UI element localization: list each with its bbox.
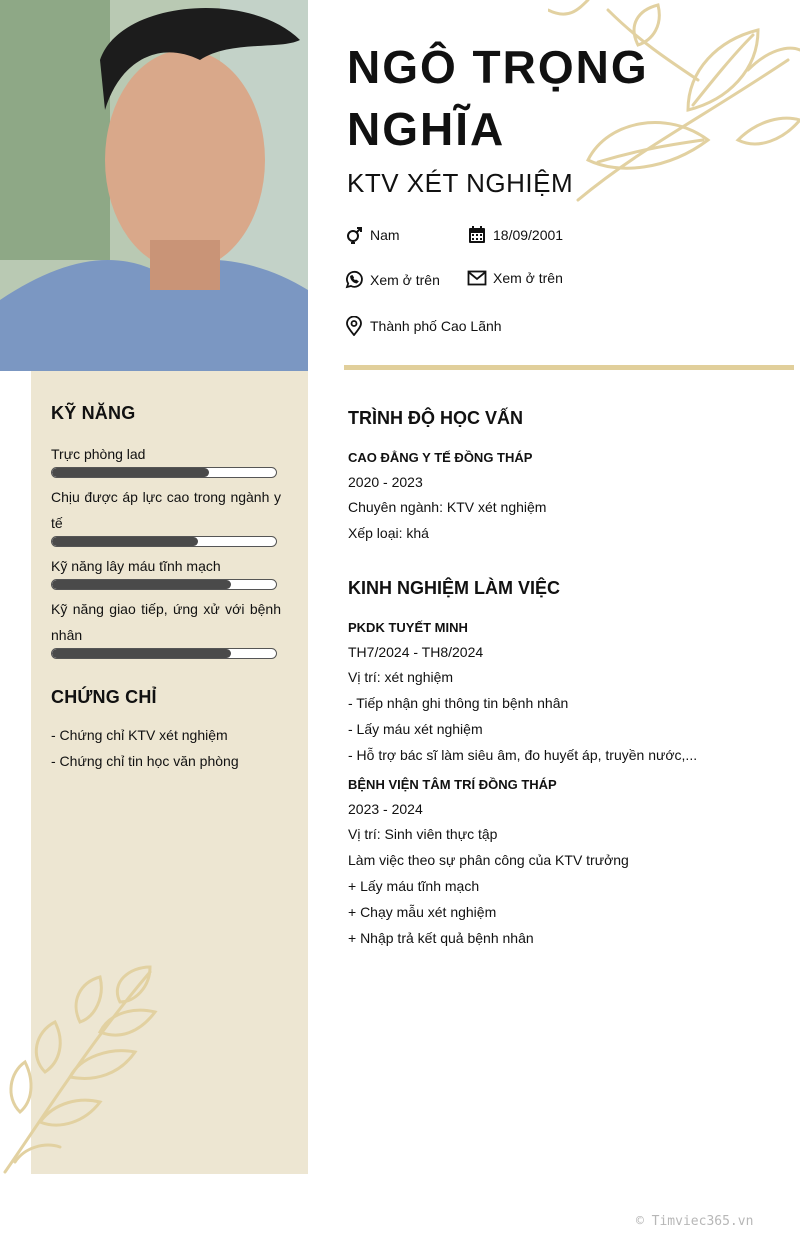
divider xyxy=(308,371,310,961)
email-value: Xem ở trên xyxy=(493,270,563,286)
job-detail: + Lấy máu tĩnh mạch xyxy=(348,878,480,894)
skill-bar xyxy=(51,536,277,547)
candidate-name: NGÔ TRỌNG NGHĨA xyxy=(347,41,649,155)
gender-value: Nam xyxy=(370,227,400,243)
education-title: TRÌNH ĐỘ HỌC VẤN xyxy=(348,408,523,428)
certificates-title: CHỨNG CHỈ xyxy=(51,687,157,707)
phone-value: Xem ở trên xyxy=(370,272,440,288)
phone-info xyxy=(344,270,440,290)
skill-bar-fill xyxy=(52,468,209,477)
experience-title: KINH NGHIỆM LÀM VIỆC xyxy=(348,578,561,598)
leaf-decoration-icon xyxy=(0,962,160,1176)
education-period: 2020 - 2023 xyxy=(348,474,423,490)
gender-icon xyxy=(344,225,364,245)
address-value: Thành phố Cao Lãnh xyxy=(370,318,502,334)
skills-title: KỸ NĂNG xyxy=(51,403,136,423)
profile-photo xyxy=(0,0,308,371)
watermark: © Timviec365.vn xyxy=(636,1214,754,1229)
certificate-item: - Chứng chỉ tin học văn phòng xyxy=(51,753,239,769)
job-period: 2023 - 2024 xyxy=(348,801,423,817)
location-pin-icon xyxy=(344,316,364,336)
email-info xyxy=(467,268,563,288)
job-detail: + Nhập trả kết quả bệnh nhân xyxy=(348,930,534,946)
job-detail: Vị trí: Sinh viên thực tập xyxy=(348,826,498,842)
education-major: Chuyên ngành: KTV xét nghiệm xyxy=(348,499,547,515)
birthday-value: 18/09/2001 xyxy=(493,227,564,243)
company-name: PKDK TUYẾT MINH xyxy=(348,620,468,635)
job-detail: - Hỗ trợ bác sĩ làm siêu âm, đo huyết áp, truyền nước,... xyxy=(348,747,698,763)
address-info xyxy=(344,316,502,336)
skill-label: Trực phòng lad xyxy=(51,446,146,462)
company-name: BỆNH VIỆN TÂM TRÍ ĐỒNG THÁP xyxy=(348,777,557,792)
whatsapp-icon xyxy=(344,270,364,290)
job-detail: - Tiếp nhận ghi thông tin bệnh nhân xyxy=(348,695,569,711)
skill-bar-fill xyxy=(52,537,198,546)
certificate-item: - Chứng chỉ KTV xét nghiệm xyxy=(51,727,228,743)
skill-bar-fill xyxy=(52,580,231,589)
education-rank: Xếp loại: khá xyxy=(348,525,429,541)
skill-label: Kỹ năng giao tiếp, ứng xử với bệnh nhân xyxy=(51,601,281,643)
skill-label: Kỹ năng lây máu tĩnh mạch xyxy=(51,558,221,574)
job-detail: Làm việc theo sự phân công của KTV trưởng xyxy=(348,852,629,868)
calendar-icon xyxy=(467,225,487,245)
skill-bar-fill xyxy=(52,649,231,658)
skill-bar xyxy=(51,648,277,659)
job-period: TH7/2024 - TH8/2024 xyxy=(348,644,484,660)
header-divider xyxy=(344,365,794,370)
job-title: KTV XÉT NGHIỆM xyxy=(347,168,574,198)
skill-bar xyxy=(51,579,277,590)
skill-label: Chịu được áp lực cao trong ngành y tế xyxy=(51,489,281,531)
job-detail: Vị trí: xét nghiệm xyxy=(348,669,454,685)
mail-icon xyxy=(467,268,487,288)
job-detail: + Chạy mẫu xét nghiệm xyxy=(348,904,497,920)
school-name: CAO ĐẲNG Y TẾ ĐỒNG THÁP xyxy=(348,450,533,465)
birthday-info xyxy=(467,225,563,245)
gender-info xyxy=(344,225,400,245)
skill-bar xyxy=(51,467,277,478)
job-detail: - Lấy máu xét nghiệm xyxy=(348,721,483,737)
